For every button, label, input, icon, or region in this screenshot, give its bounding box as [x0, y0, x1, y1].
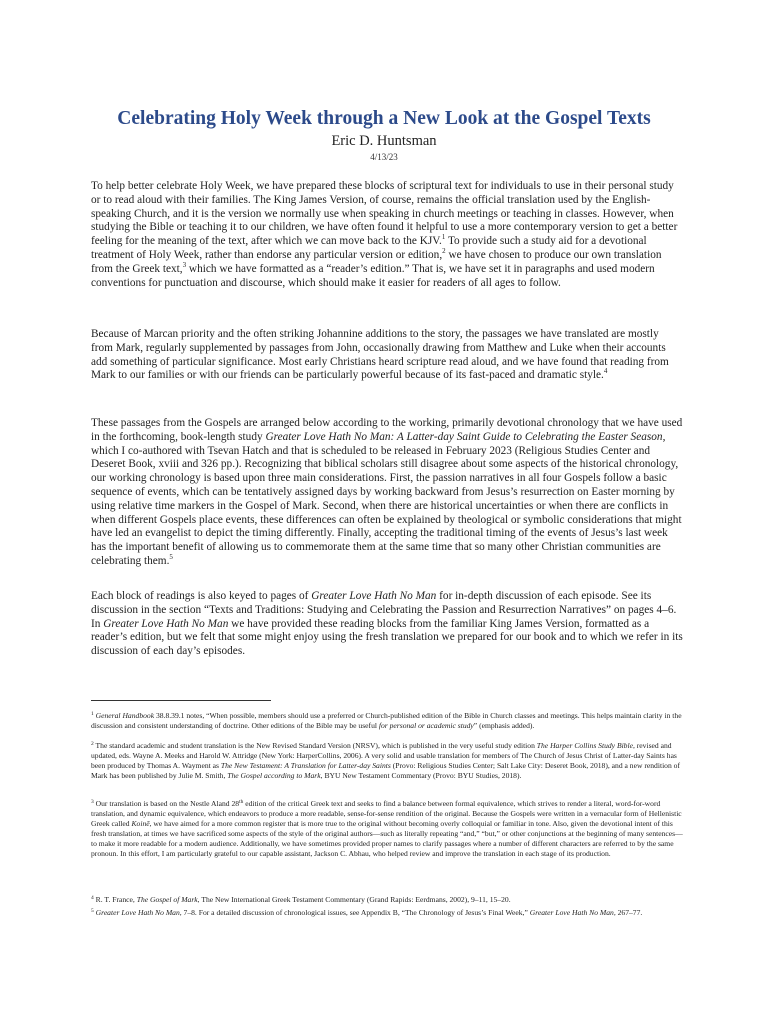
footnote-3: $^3$ Our translation is based on the Nestle Aland 28th edition of the critical Greek text and seeks to find a balance between formal equivalence, which strives to render a literal, word-for-word translation, and dynamic equivalence, which endeavors to produce a more readable, sense-for-sense rendition of the original. Because the Gospels were written in a vernacular form of Hellenistic Greek called Koinē, we have aimed for a more common register that is more true to the original without becoming overly colloquial or familiar in tone. Also, given the devotional intent of this fresh translation, at times we have sacrificed some aspects of the style of the original authors—such as literally repeating “and,” “but,” or other conjunctions at the beginning of many sentences—to make it more readable for a modern audience. Additionally, we have sometimes provided proper names to clarify passages where a number of different characters are referred to by the same pronoun. In this effort, I am particularly grateful to our capable assistant, Jackson C. Abhau, who helped review and improve the translation in each stage of its production. [91, 799, 683, 858]
footnote-2: $^2$ The standard academic and student translation is the New Revised Standard Version (NRSV), which is published in the very useful study edition The Harper Collins Study Bible, revised and updated, eds. Wayne A. Meeks and Harold W. Attridge (New York: HarperCollins, 2006). A very solid and usable translation for members of The Church of Jesus Christ of Latter-day Saints has been produced by Thomas A. Wayment as The New Testament: A Translation for Latter-day Saints (Provo: Religious Studies Center; Salt Lake City: Deseret Book, 2018), and a new rendition of Mark has been published by Julie M. Smith, The Gospel according to Mark, BYU New Testament Commentary (Provo: BYU Studies, 2018). [91, 741, 680, 780]
footnote-ref-3[interactable]: 3 [182, 260, 187, 269]
document-date: 4/13/23 [370, 152, 398, 162]
footnote-divider [91, 700, 271, 701]
document-title: Celebrating Holy Week through a New Look at the Gospel Texts [117, 108, 651, 129]
book-title: Greater Love Hath No Man: A Latter-day Saint Guide to Celebrating the Easter Season, [265, 430, 666, 443]
footnote-1: $^1$ General Handbook 38.8.39.1 notes, “When possible, members should use a preferred or Church-published edition of the Bible in Church classes and meetings. This helps maintain clarity in the discussion and consistent understanding of doctrine. Other editions of the Bible may be useful for personal or academic study” (emphasis added). [91, 711, 682, 730]
footnote-ref-2[interactable]: 2 [442, 246, 446, 255]
book-title: Greater Love Hath No Man [103, 617, 229, 630]
paragraph-intro: To help better celebrate Holy Week, we have prepared these blocks of scriptural text for individuals to use in their personal study or to read aloud with their families. The King James Version, of course, remains the official translation used by the English-speaking Church, and it is the version we normally use when speaking in church meetings or teaching in classes. However, when studying the Bible or teaching it to our children, we have often found it helpful to use a more contemporary version to get a better feeling for the meaning of the text, after which we can move back to the KJV.$^1$ To provide such a study aid for a devotional treatment of Holy Week, rather than endorse any particular version or edition,$^2$ we have chosen to produce our own translation from the Greek text,$^3$ which we have formatted as a “reader’s edition.” That is, we have set it in paragraphs and used modern conventions for punctuation and discourse, which should make it easier for readers of all ages to follow. [91, 180, 678, 289]
paragraph-readings: Each block of readings is also keyed to pages of Greater Love Hath No Man for in-depth discussion of each episode. See its discussion in the section “Texts and Traditions: Studying and Celebrating the Passion and Resurrection Narratives” on pages 4–6. In Greater Love Hath No Man we have provided these reading blocks from the familiar King James Version, formatted as a reader’s edition, but we felt that some might enjoy using the fresh translation we prepared for our book and to which we refer in its discussion of each day’s episodes. [91, 590, 683, 658]
paragraph-marcan-priority: Because of Marcan priority and the often striking Johannine additions to the story, the passages we have translated are mostly from Mark, regularly supplemented by passages from John, occasionally drawing from Matthew and Luke when their accounts add something of particular significance. Most early Christians heard scripture read aloud, and we have found that reading from Mark to our families or with our friends can be particularly powerful because of its fast-paced and dramatic style.$^4$ [91, 328, 669, 382]
paragraph-chronology: These passages from the Gospels are arranged below according to the working, primarily devotional chronology that we have used in the forthcoming, book-length study Greater Love Hath No Man: A Latter-day Saint Guide to Celebrating the Easter Season, which I co-authored with Tsevan Hatch and that is scheduled to be released in February 2023 (Religious Studies Center and Deseret Book, xviii and 326 pp.). Recognizing that biblical scholars still disagree about some aspects of the historical chronology, our working chronology is based upon three main considerations. First, the passion narratives in all four Gospels follow a basic sequence of events, which can be tentatively assigned days by working backward from Jesus’s resurrection on Easter morning by using relative time markers in the Gospel of Mark. Second, when there are historical uncertainties or when there are conflicts in when different Gospels place events, these differences can often be explained by theological or symbolic considerations that might have led an evangelist to depict the timing differently. Finally, accepting the traditional timing of the events of Jesus’s last week has the important benefit of allowing us to commemorate them at the same time that so many other Christian communities are celebrating them.$^5$ [91, 417, 683, 567]
book-title: Greater Love Hath No Man [311, 590, 437, 602]
footnote-ref-4[interactable]: 4 [603, 367, 608, 376]
footnote-ref-5[interactable]: 5 [169, 552, 173, 561]
footnote-4: $^4$ R. T. France, The Gospel of Mark, The New International Greek Testament Commentary (Grand Rapids: Eerdmans, 2002), 9–11, 15–20. [91, 895, 511, 904]
footnote-ref-1[interactable]: 1 [441, 233, 446, 242]
author-name: Eric D. Huntsman [331, 133, 437, 149]
footnote-5: $^5$ Greater Love Hath No Man, 7–8. For a detailed discussion of chronological issues, see Appendix B, “The Chronology of Jesus’s Final Week,” Greater Love Hath No Man, 267–77. [91, 908, 643, 917]
